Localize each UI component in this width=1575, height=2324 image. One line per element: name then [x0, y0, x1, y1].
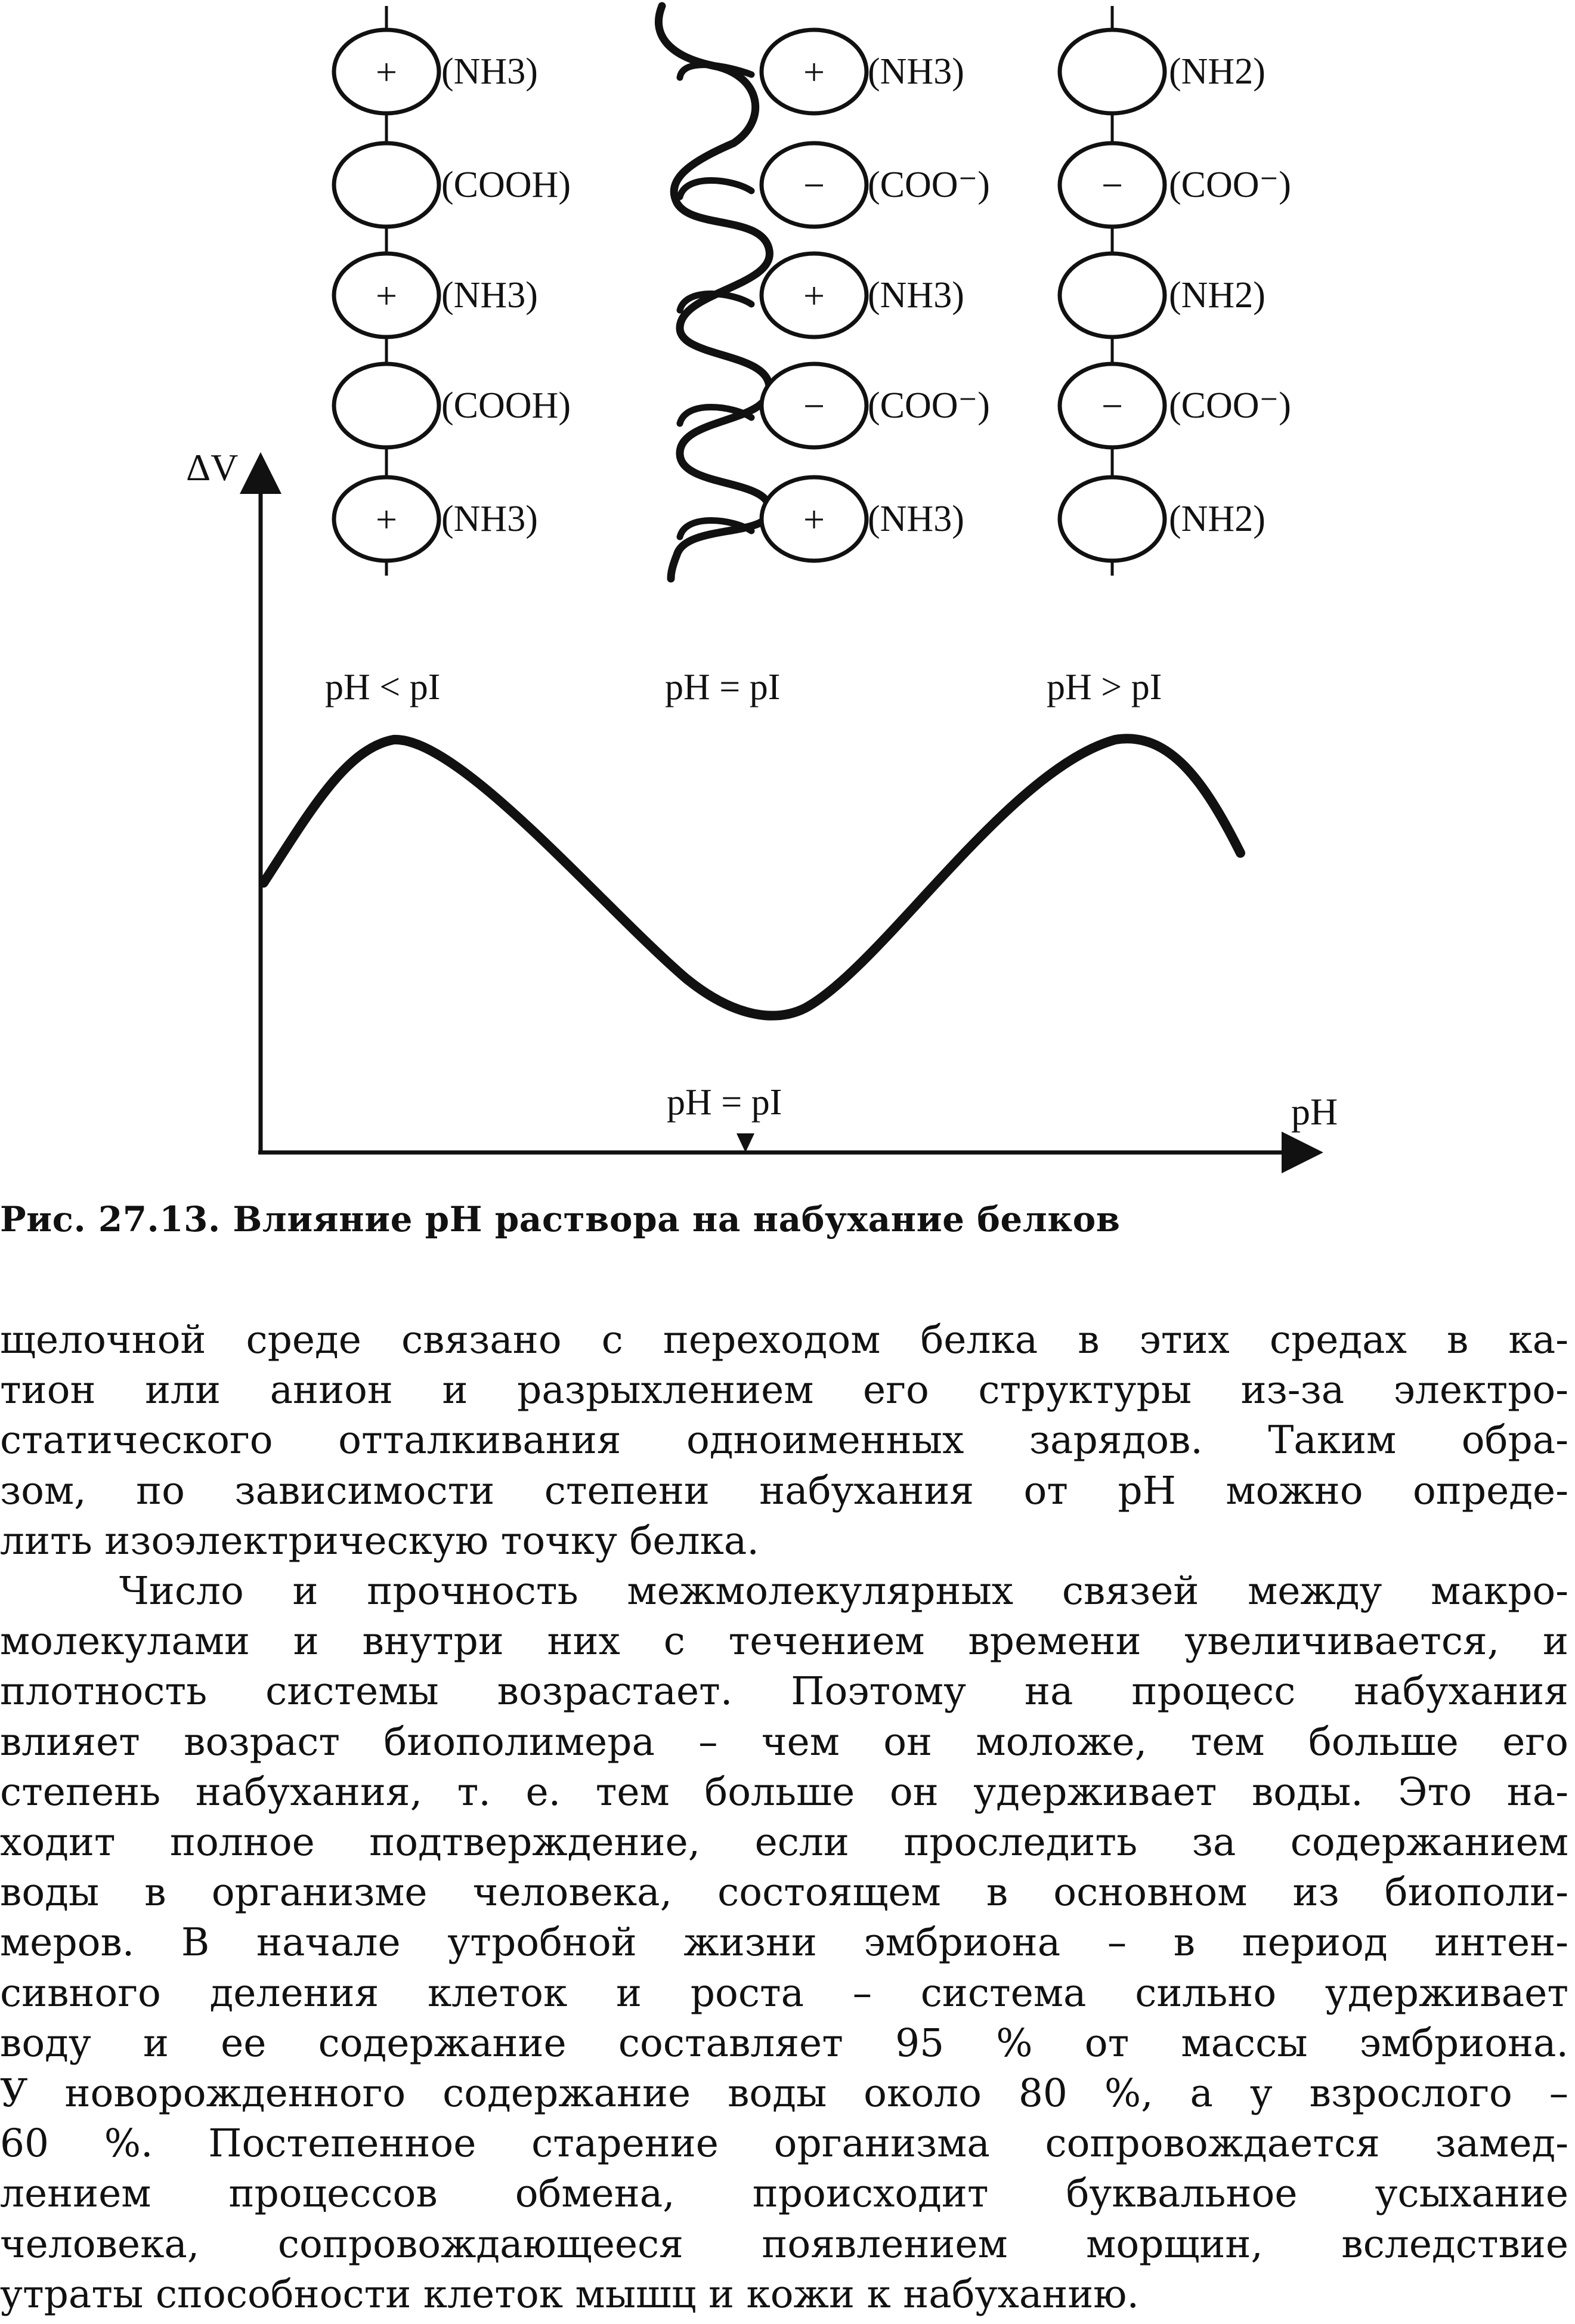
- chain-middle-unit: [762, 143, 990, 227]
- chain-left-units: [334, 30, 571, 561]
- text-line: воды в организме человека, состоящем в основном из биополи-: [0, 1870, 1568, 1915]
- plus-charge-icon: +: [375, 51, 398, 93]
- group-label: (NH2): [1169, 51, 1265, 92]
- group-label: (COOH): [441, 385, 571, 426]
- text-line: утраты способности клеток мышц и кожи к набуханию.: [0, 2272, 1139, 2317]
- chain-left: [334, 6, 571, 576]
- text-line: сивного деления клеток и роста – система сильно удерживает: [0, 1970, 1568, 2016]
- plus-charge-icon: +: [803, 274, 825, 317]
- chain-middle: [658, 6, 990, 579]
- text-line: лить изоэлектрическую точку белка.: [0, 1518, 759, 1563]
- group-label: (COO⁻): [1169, 165, 1291, 205]
- text-line: щелочной среде связано с переходом белка в этих средах в ка-: [0, 1318, 1568, 1362]
- text-line: плотность системы возрастает. Поэтому на процесс набухания: [0, 1669, 1568, 1714]
- group-label: (NH3): [868, 499, 964, 539]
- unit-circle: [1060, 30, 1165, 113]
- chain-middle-units: [762, 30, 990, 561]
- text-line: молекулами и внутри них с течением времени увеличивается, и: [0, 1619, 1568, 1664]
- chain-middle-unit: [762, 254, 964, 337]
- unit-circle: [334, 364, 439, 447]
- minus-charge-icon: −: [1101, 385, 1124, 427]
- figure-caption: Рис. 27.13. Влияние pH раствора на набухание белков: [0, 1199, 1121, 1240]
- region-label-alkaline: pH > pI: [1047, 667, 1162, 707]
- chain-right-unit: [1060, 477, 1265, 561]
- region-label-acid: pH < pI: [325, 667, 441, 707]
- group-label: (NH3): [441, 499, 538, 539]
- isoelectric-marker-label: pH = pI: [667, 1082, 782, 1123]
- text-line: лением процессов обмена, происходит буквальное усыхание: [0, 2171, 1568, 2217]
- text-line: У новорожденного содержание воды около 80 %, а у взрослого –: [0, 2071, 1568, 2116]
- text-line: ходит полное подтверждение, если проследить за содержанием: [0, 1820, 1568, 1865]
- plus-charge-icon: +: [375, 498, 398, 540]
- group-label: (NH3): [868, 51, 964, 92]
- chain-right-unit: [1060, 143, 1291, 227]
- unit-circle: [1060, 254, 1165, 337]
- text-line: меров. В начале утробной жизни эмбриона – в период интен-: [0, 1920, 1568, 1965]
- group-label: (COO⁻): [868, 385, 990, 426]
- text-line: зом, по зависимости степени набухания от pH можно опреде-: [0, 1468, 1568, 1513]
- x-axis-label: pH: [1291, 1090, 1338, 1133]
- minus-charge-icon: −: [803, 164, 825, 206]
- chain-right-units: [1060, 30, 1291, 561]
- text-line: человека, сопровождающееся появлением морщин, вследствие: [0, 2221, 1568, 2267]
- plus-charge-icon: +: [375, 274, 398, 317]
- chain-right-unit: [1060, 364, 1291, 447]
- group-label: (COOH): [441, 165, 571, 205]
- group-label: (COO⁻): [1169, 385, 1291, 426]
- chain-left-unit: [334, 364, 571, 447]
- swelling-curve: [264, 738, 1240, 1015]
- group-label: (NH3): [441, 275, 538, 316]
- group-label: (NH3): [441, 51, 538, 92]
- chain-left-unit: [334, 143, 571, 227]
- y-axis-label: ΔV: [186, 446, 239, 489]
- plus-charge-icon: +: [803, 498, 825, 540]
- chain-right-unit: [1060, 30, 1265, 113]
- text-line: степень набухания, т. е. тем больше он удерживает воды. Это на-: [0, 1769, 1568, 1815]
- unit-circle: [1060, 477, 1165, 561]
- group-label: (NH2): [1169, 275, 1265, 316]
- group-label: (NH2): [1169, 499, 1265, 539]
- text-line: влияет возраст биополимера – чем он моложе, тем больше его: [0, 1719, 1568, 1764]
- group-label: (NH3): [868, 275, 964, 316]
- group-label: (COO⁻): [868, 165, 990, 205]
- text-line: статического отталкивания одноименных зарядов. Таким обра-: [0, 1418, 1568, 1463]
- body-text: [0, 1315, 1568, 2320]
- chain-left-unit: [334, 254, 538, 337]
- chain-middle-unit: [762, 477, 964, 561]
- chain-left-unit: [334, 30, 538, 113]
- isoelectric-marker: [737, 1133, 754, 1152]
- chain-right-unit: [1060, 254, 1265, 337]
- unit-circle: [334, 143, 439, 227]
- text-line: Число и прочность межмолекулярных связей между макро-: [119, 1569, 1568, 1614]
- chain-middle-unit: [762, 364, 990, 447]
- minus-charge-icon: −: [1101, 164, 1124, 206]
- minus-charge-icon: −: [803, 385, 825, 427]
- region-label-isoelectric: pH = pI: [665, 667, 781, 707]
- text-line: воду и ее содержание составляет 95 % от массы эмбриона.: [0, 2020, 1568, 2066]
- chain-right: [1060, 6, 1291, 576]
- chain-middle-unit: [762, 30, 964, 113]
- plus-charge-icon: +: [803, 51, 825, 93]
- text-line: 60 %. Постепенное старение организма сопровождается замед-: [0, 2121, 1568, 2167]
- chain-left-unit: [334, 477, 538, 561]
- text-line: тион или анион и разрыхлением его структуры из-за электро-: [0, 1368, 1568, 1413]
